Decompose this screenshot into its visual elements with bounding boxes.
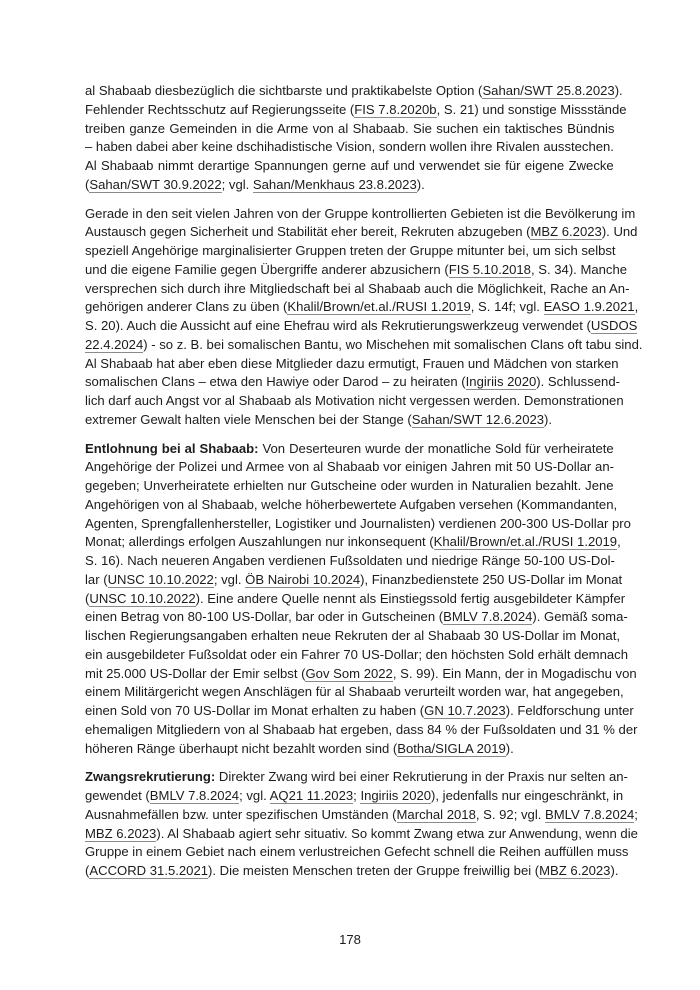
paragraph-heading: Entlohnung bei al Shabaab:	[85, 440, 259, 456]
text-line	[85, 336, 643, 355]
text: ,	[617, 534, 621, 550]
text: ;	[353, 788, 361, 803]
text: Austausch gegen Sicherheit und Stabilität eher bereit, Rekruten abzugeben (	[85, 224, 531, 240]
text: Angehörige der Polizei und Armee von al Shabaab vor einigen Jahren mit 50 US-Dollar an-	[85, 459, 614, 475]
text: ) - so z. B. bei somalischen Bantu, wo Mischehen mit somalischen Clans oft tabu sind.	[143, 336, 643, 352]
source-link[interactable]: Sahan/Menkhaus 23.8.2023	[252, 176, 417, 192]
text: , S. 21) und sonstige Missstände	[436, 101, 627, 117]
text: S. 16). Nach neueren Angaben verdienen Fußsoldaten und niedrige Ränge 50-100 US-Dol-	[85, 553, 615, 568]
text: ; vgl.	[239, 788, 270, 803]
source-link[interactable]: BMLV 7.8.2024	[149, 788, 240, 803]
source-link[interactable]: FIS 5.10.2018	[448, 261, 531, 277]
text: Monat; allerdings erfolgen Auszahlungen nur inkonsequent (	[85, 534, 434, 550]
text: gewendet (	[85, 788, 150, 803]
text: S. 20). Auch die Aussicht auf eine Ehefrau wird als Rekrutierungswerkzeug verwendet (	[85, 318, 591, 333]
text: al Shabaab diesbezüglich die sichtbarste und praktikabelste Option (	[85, 83, 483, 98]
text-line	[85, 355, 619, 374]
text-line	[85, 298, 639, 317]
text: ). Feldforschung unter	[505, 703, 634, 718]
text: versprechen sich durch ihre Mitgliedschaft bei al Shabaab auch die Möglichkeit, Rache an An-	[85, 280, 630, 296]
text: Gerade in den seit vielen Jahren von der Gruppe kontrollierten Gebieten ist die Bevölkerung im	[85, 205, 636, 221]
source-link[interactable]: Botha/SIGLA 2019	[397, 740, 506, 756]
text-line	[85, 392, 624, 411]
text-line	[85, 82, 623, 101]
text-line	[85, 862, 619, 881]
source-link[interactable]: AQ21 11.2023	[269, 788, 354, 803]
text: , S. 14f; vgl.	[470, 299, 544, 315]
source-link[interactable]: Ingiriis 2020	[360, 788, 432, 803]
text-line	[85, 552, 614, 571]
text: ).	[610, 863, 619, 878]
text: treiben ganze Gemeinden in die Arme von al Shabaab. Sie suchen ein taktisches Bündnis	[85, 120, 615, 136]
source-link[interactable]: MBZ 6.2023	[85, 825, 157, 841]
paragraph-payment	[85, 440, 638, 759]
source-link[interactable]: MBZ 6.2023	[539, 863, 611, 878]
text: ;	[634, 806, 638, 822]
text-line	[85, 787, 624, 806]
text: mit 25.000 US-Dollar der Emir selbst (	[85, 665, 306, 681]
text: Direkter Zwang wird bei einer Rekrutierung in der Praxis nur selten an-	[215, 769, 628, 785]
text: ). Schlussend-	[536, 374, 620, 390]
text: ; vgl.	[221, 176, 253, 192]
text: einen Betrag von 80-100 US-Dollar, bar oder in Gutscheinen (	[85, 609, 444, 625]
paragraph-recruitment-motives-1	[85, 82, 627, 195]
text-line	[85, 806, 638, 825]
text: ,	[634, 299, 639, 315]
text: ; vgl.	[213, 571, 246, 587]
source-link[interactable]: Khalil/Brown/et.al./RUSI 1.2019	[433, 534, 618, 550]
text: ). Gemäß soma-	[532, 609, 628, 625]
document-body	[85, 82, 643, 891]
text-line	[85, 590, 626, 609]
text-line	[85, 627, 620, 646]
source-link[interactable]: BMLV 7.8.2024	[443, 609, 533, 625]
text: Von Deserteuren wurde der monatliche Sold für verheiratete	[258, 440, 614, 456]
text: Fehlender Rechtsschutz auf Regierungsseite (	[85, 101, 355, 117]
text: (	[85, 863, 90, 878]
text: , S. 34). Manche	[530, 261, 628, 277]
source-link[interactable]: UNSC 10.10.2022	[107, 571, 214, 587]
text-line	[85, 373, 620, 392]
source-link[interactable]: ÖB Nairobi 10.2024	[245, 571, 361, 587]
text-line	[85, 317, 638, 336]
text: höheren Ränge überhaupt nicht bezahlt worden sind (	[85, 740, 398, 756]
text: ).	[614, 83, 623, 98]
source-link[interactable]: UNSC 10.10.2022	[89, 590, 196, 606]
text: somalischen Clans – etwa den Hawiye oder Darod – zu heiraten (	[85, 374, 466, 390]
text: Al Shabaab nimmt derartige Spannungen gerne auf und verwendet sie für eigene Zwecke	[85, 158, 614, 173]
source-link[interactable]: USDOS	[590, 318, 638, 333]
text-line	[85, 458, 614, 477]
text: ein ausgebildeter Fußsoldat oder ein Fahrer 70 US-Dollar; den höchsten Sold erhält demnach	[85, 646, 628, 662]
text-line	[85, 515, 631, 534]
text-line	[85, 665, 637, 684]
text-line	[85, 477, 614, 496]
source-link[interactable]: ACCORD 31.5.2021	[89, 863, 209, 878]
text-line	[85, 608, 628, 627]
paragraph-heading: Zwangsrekrutierung:	[85, 769, 216, 785]
text: ).	[505, 740, 514, 756]
text: (	[85, 590, 90, 606]
source-link[interactable]: Khalil/Brown/et.al./RUSI 1.2019	[287, 299, 471, 315]
text: ). Die meisten Menschen treten der Gruppe freiwillig bei (	[208, 863, 540, 878]
text: ). Und	[601, 224, 638, 240]
text: ), Finanzbedienstete 250 US-Dollar im Monat	[360, 571, 623, 587]
text: lischen Regierungsangaben erhalten neue Rekruten der al Shabaab 30 US-Dollar im Monat,	[85, 628, 620, 643]
text-line	[85, 533, 621, 552]
text: ). Eine andere Quelle nennt als Einstiegssold fertig ausgebildeter Kämpfer	[195, 590, 626, 606]
text-line	[85, 120, 614, 139]
text-line	[85, 496, 618, 515]
text: (	[85, 176, 90, 192]
source-link[interactable]: Marchal 2018	[396, 806, 476, 822]
text: ), jedenfalls nur eingeschränkt, in	[431, 788, 624, 803]
text-line	[85, 176, 614, 195]
text-line	[85, 825, 638, 844]
text-line	[85, 571, 623, 590]
text: Ausnahmefällen bzw. unter spezifischen Umständen (	[85, 806, 397, 822]
text: ehemaligen Mitgliedern von al Shabaab hat ergeben, dass 84 % der Fußsoldaten und 31 % der	[85, 721, 638, 737]
text: lich darf auch Angst vor al Shabaab als Motivation nicht vergessen werden. Demonstrationen	[85, 393, 624, 408]
source-link[interactable]: Ingiriis 2020	[465, 374, 537, 390]
text: , S. 92; vgl.	[475, 806, 545, 822]
text-line	[85, 646, 628, 665]
source-link[interactable]: FIS 7.8.2020b	[354, 101, 437, 117]
source-link[interactable]: BMLV 7.8.2024	[545, 806, 635, 822]
text-line	[85, 101, 627, 120]
source-link[interactable]: 22.4.2024	[85, 336, 144, 352]
text: und die eigene Familie gegen Übergriffe anderer abzusichern (	[85, 261, 449, 277]
text-line	[85, 242, 614, 261]
source-link[interactable]: Sahan/SWT 25.8.2023	[482, 83, 615, 98]
text-line	[85, 411, 614, 430]
text: gegeben; Unverheiratete erhielten nur Gutscheine oder wurden in Naturalien bezahlt. Jene	[85, 478, 614, 493]
text-line	[85, 157, 614, 176]
text: Agenten, Sprengfallenhersteller, Logistiker und Journalisten) verdienen 200-300 US-Dollar pro	[85, 515, 631, 531]
text-line	[85, 440, 614, 459]
text: speziell Angehörige marginalisierter Gruppen treten der Gruppe mitunter bei, um sich selbst	[85, 243, 616, 258]
text: Al Shabaab hat aber eben diese Mitglieder dazu ermutigt, Frauen und Mädchen von starken	[85, 355, 619, 371]
paragraph-recruitment-motives-2	[85, 205, 643, 430]
text: lar (	[85, 571, 108, 587]
text: gehörigen anderer Clans zu üben (	[85, 299, 288, 315]
text: ).	[544, 411, 553, 427]
text: einem Militärgericht wegen Anschlägen für al Shabaab verurteilt worden war, hat angegeben,	[85, 684, 624, 700]
text: – haben dabei aber keine dschihadistische Vision, sondern wollen ihre Rivalen ausstechen.	[85, 139, 614, 155]
text-line	[85, 261, 628, 280]
text-line	[85, 205, 636, 224]
text-line	[85, 223, 638, 242]
source-link[interactable]: GN 10.7.2023	[424, 703, 506, 718]
text-line	[85, 280, 630, 299]
text: Angehörigen von al Shabaab, welche höherbewertete Aufgaben versehen (Kommandanten,	[85, 496, 618, 512]
source-link[interactable]: Sahan/SWT 12.6.2023	[411, 411, 545, 427]
text-line	[85, 702, 634, 721]
text-line	[85, 683, 624, 702]
source-link[interactable]: MBZ 6.2023	[530, 224, 602, 240]
text: , S. 99). Ein Mann, der in Mogadischu von	[392, 665, 637, 681]
source-link[interactable]: EASO 1.9.2021	[543, 299, 635, 315]
text-line	[85, 740, 614, 759]
text: Gruppe in einem Gebiet nach einem verlustreichen Gefecht schnell die Reihen auffüllen muss	[85, 844, 629, 860]
paragraph-forced-recruitment	[85, 768, 638, 881]
source-link[interactable]: Gov Som 2022	[305, 665, 393, 681]
text: ). Al Shabaab agiert sehr situativ. So kommt Zwang etwa zur Anwendung, wenn die	[156, 825, 638, 841]
text: extremer Gewalt halten viele Menschen bei der Stange (	[85, 411, 412, 427]
page-number: 178	[339, 932, 361, 947]
text: einen Sold von 70 US-Dollar im Monat erhalten zu haben (	[85, 703, 425, 718]
text-line	[85, 138, 614, 157]
text-line	[85, 721, 638, 740]
text: ).	[416, 176, 425, 192]
text-line	[85, 768, 628, 787]
text-line	[85, 843, 629, 862]
source-link[interactable]: Sahan/SWT 30.9.2022	[89, 176, 222, 192]
